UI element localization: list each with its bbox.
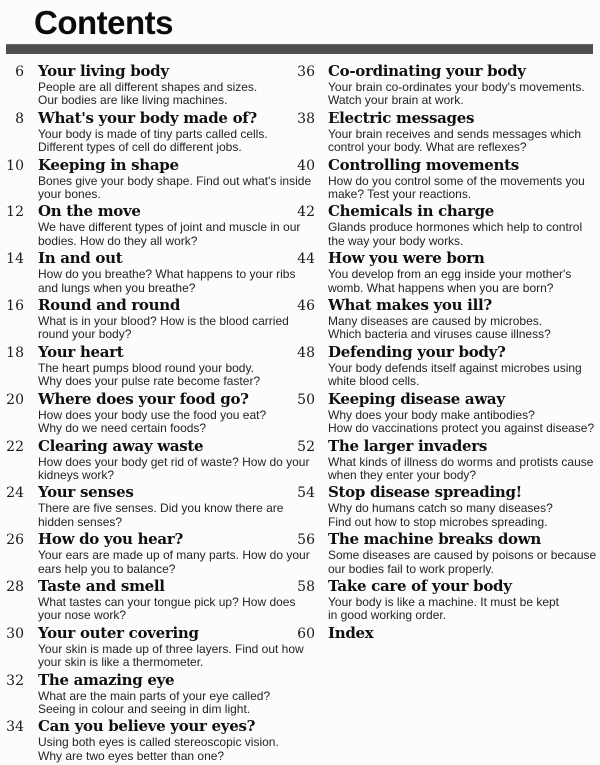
toc-description-line: white blood cells. [328, 374, 420, 389]
toc-entry-description [38, 690, 292, 717]
title-rule-divider [6, 44, 593, 54]
toc-description-line: your skin is like a thermometer. [38, 655, 204, 670]
toc-entry [292, 110, 600, 155]
toc-entry-body [38, 110, 292, 155]
toc-description-line: Why does your pulse rate become faster? [38, 374, 261, 389]
toc-entry-title: The larger invaders [328, 436, 488, 455]
toc-page-number: 18 [6, 344, 24, 361]
page-title: Contents [34, 4, 173, 41]
toc-entry-body [328, 391, 600, 436]
toc-entry-title: Your living body [38, 62, 169, 80]
toc-entry [292, 578, 600, 623]
toc-entry-body [328, 438, 600, 483]
toc-description-line: You develop from an egg inside your mother's [328, 267, 572, 282]
toc-entry-description [38, 454, 310, 483]
toc-entry-description [38, 220, 301, 248]
toc-description-line: How do you control some of the movements you [328, 173, 585, 188]
toc-page-number: 26 [6, 532, 24, 549]
toc-entry-title: Taste and smell [38, 576, 165, 595]
toc-description-line: Find out how to stop microbes spreading. [328, 514, 548, 529]
toc-entry-body [328, 625, 600, 642]
toc-entry-title: Round and round [38, 296, 181, 315]
toc-page-number: 14 [6, 251, 24, 268]
toc-description-line: kidneys work? [38, 467, 115, 482]
toc-description-line: control your body. What are reflexes? [328, 140, 527, 155]
toc-entry-title: Keeping disease away [328, 389, 505, 408]
toc-description-line: How do you breathe? What happens to your ribs [38, 267, 296, 282]
toc-entry-description [38, 736, 292, 763]
toc-page-number: 16 [6, 298, 24, 315]
toc-page-number: 8 [15, 110, 24, 127]
toc-description-line: your nose work? [38, 608, 127, 623]
toc-page-number: 58 [297, 578, 315, 595]
toc-page-number: 30 [6, 625, 24, 642]
toc-page-number: 34 [6, 719, 24, 736]
toc-entry-title: Can you believe your eyes? [38, 717, 256, 736]
toc-entry-title: Chemicals in charge [328, 202, 494, 221]
toc-description-line: The heart pumps blood round your body. [38, 360, 254, 375]
toc-entry-title: Your senses [38, 483, 134, 502]
toc-entry-title: The machine breaks down [328, 530, 541, 549]
toc-description-line: Why do humans catch so many diseases? [328, 501, 553, 516]
toc-description-line: the way your body works. [328, 233, 464, 248]
toc-entry [0, 623, 304, 670]
toc-entry-description [328, 128, 600, 155]
toc-entry-description [328, 596, 600, 623]
toc-description-line: Watch your brain at work. [328, 93, 464, 108]
toc-entry [0, 576, 296, 623]
toc-entry-title: Your outer covering [38, 623, 199, 642]
toc-entry [292, 438, 600, 483]
toc-page-number: 46 [297, 298, 315, 315]
toc-entry-body [328, 344, 600, 389]
toc-entry-title: What's your body made of? [38, 108, 257, 127]
toc-page-number: 44 [297, 251, 315, 268]
toc-entry-title: Take care of your body [328, 576, 512, 595]
toc-description-line: What are the main parts of your eye called? [38, 688, 271, 703]
toc-entry-description [328, 456, 600, 483]
toc-description-line: Bones give your body shape. Find out what's inside [38, 173, 312, 188]
toc-description-line: Which bacteria and viruses cause illness? [328, 327, 551, 342]
toc-page-number: 22 [6, 438, 24, 455]
toc-description-line: in good working order. [328, 608, 447, 623]
toc-page-number: 24 [6, 485, 24, 502]
toc-entry-body [328, 484, 600, 529]
toc-page-number: 20 [6, 391, 24, 408]
toc-entry-body [38, 391, 292, 436]
toc-entry-description [328, 549, 600, 576]
toc-description-line: How does your body get rid of waste? How do your [38, 454, 310, 469]
toc-description-line: hidden senses? [38, 514, 123, 529]
toc-description-line: Why do we need certain foods? [38, 421, 207, 436]
toc-description-line: Many diseases are caused by microbes. [328, 314, 543, 329]
toc-description-line: What tastes can your tongue pick up? How does [38, 594, 296, 609]
toc-entry-description [328, 409, 600, 436]
toc-col-right [292, 63, 600, 765]
toc-entry-description [328, 175, 600, 202]
toc-entry [0, 63, 292, 108]
toc-description-line: Your skin is made up of three layers. Find out how [38, 641, 304, 656]
toc-entry [292, 203, 600, 248]
toc-entry [292, 484, 600, 529]
toc-entry-title: Clearing away waste [38, 436, 204, 455]
toc-entry [0, 202, 301, 248]
toc-description-line: Your body defends itself against microbes using [328, 360, 582, 375]
toc-page-number: 60 [297, 625, 315, 642]
toc-page-number: 54 [297, 485, 315, 502]
toc-page-number: 42 [297, 204, 315, 221]
toc-entry-title: How you were born [328, 249, 485, 268]
toc-entry-description [328, 268, 600, 295]
toc-entry-body [328, 531, 600, 576]
toc-description-line: bodies. How do they all work? [38, 233, 198, 248]
toc-entry [292, 157, 600, 202]
toc-description-line: Why does your body make antibodies? [328, 407, 535, 422]
toc-description-line: What kinds of illness do worms and protists cause [328, 454, 594, 469]
toc-entry-title: Your heart [38, 342, 124, 361]
toc-entry [0, 344, 292, 389]
toc-page-number: 38 [297, 110, 315, 127]
toc-entry-description [38, 128, 292, 155]
toc-entry-description [38, 267, 296, 295]
toc-entry [0, 297, 292, 342]
toc-entry [292, 391, 600, 436]
toc-entry-body [38, 297, 292, 342]
toc-description-line: Different types of cell do different jobs. [38, 140, 242, 155]
toc-entry-body [38, 672, 292, 717]
toc-entry-description [38, 548, 310, 576]
toc-entry-body [328, 157, 600, 202]
toc-entry-body [328, 578, 600, 623]
toc-page-number: 40 [297, 157, 315, 174]
toc [0, 54, 600, 765]
toc-page-number: 32 [6, 672, 24, 689]
toc-entry [292, 625, 600, 643]
toc-entry-title: Where does your food go? [38, 389, 249, 408]
toc-entry [0, 484, 292, 529]
toc-page-number: 50 [297, 391, 315, 408]
toc-entry [292, 344, 600, 389]
toc-entry-body [38, 484, 292, 529]
toc-description-line: ears help you to balance? [38, 561, 176, 576]
toc-entry [0, 249, 296, 295]
toc-description-line: Glands produce hormones which help to control [328, 220, 583, 235]
toc-entry-body [38, 344, 292, 389]
toc-description-line: Your ears are made up of many parts. How do your [38, 548, 310, 563]
toc-description-line: womb. What happens when you are born? [328, 280, 554, 295]
toc-entry-title: Stop disease spreading! [328, 483, 522, 502]
toc-entry-title: Index [328, 623, 374, 642]
toc-entry [0, 110, 292, 155]
toc-description-line: Using both eyes is called stereoscopic vision. [38, 735, 279, 750]
toc-entry-description [328, 221, 600, 248]
toc-description-line: our bodies fail to work properly. [328, 561, 494, 576]
toc-entry-body [328, 110, 600, 155]
toc-entry-title: Controlling movements [328, 155, 519, 174]
toc-description-line: Seeing in colour and seeing in dim light. [38, 701, 251, 716]
toc-entry-title: How do you hear? [38, 530, 183, 549]
toc-description-line: your bones. [38, 187, 101, 202]
toc-entry-description [328, 502, 600, 529]
toc-entry [292, 250, 600, 295]
toc-entry-title: Keeping in shape [38, 155, 179, 174]
toc-entry-description [38, 362, 292, 389]
toc-entry-body [38, 718, 292, 763]
toc-entry-description [328, 81, 600, 108]
toc-entry-description [38, 315, 292, 342]
toc-description-line: People are all different shapes and sizes. [38, 80, 258, 94]
toc-entry-title: Co-ordinating your body [328, 62, 526, 80]
toc-entry-title: Electric messages [328, 108, 475, 127]
toc-description-line: Your body is made of tiny parts called cells. [38, 126, 268, 141]
toc-description-line: Your brain co-ordinates your body's movements. [328, 80, 585, 94]
toc-entry [0, 718, 292, 763]
toc-entry-body [38, 249, 296, 295]
toc-entry-title: What makes you ill? [328, 296, 492, 315]
toc-description-line: make? Test your reactions. [328, 187, 472, 202]
toc-entry-description [38, 641, 304, 670]
toc-description-line: How does your body use the food you eat? [38, 407, 267, 422]
toc-description-line: What is in your blood? How is the blood carried [38, 314, 289, 329]
toc-entry-description [328, 315, 600, 342]
toc-description-line: Our bodies are like living machines. [38, 93, 228, 108]
toc-description-line: Your body is like a machine. It must be kept [328, 594, 560, 609]
toc-page-number: 10 [6, 157, 24, 174]
toc-entry-description [38, 173, 312, 202]
toc-description-line: Some diseases are caused by poisons or because [328, 548, 597, 563]
toc-page-number: 52 [297, 438, 315, 455]
toc-description-line: when they enter your body? [328, 467, 477, 482]
toc-page-number: 36 [297, 64, 315, 80]
toc-entry-description [38, 594, 296, 623]
toc-entry-description [328, 362, 600, 389]
toc-entry-body [328, 297, 600, 342]
toc-entry-body [38, 623, 304, 670]
toc-entry-title: The amazing eye [38, 670, 175, 689]
toc-description-line: How do vaccinations protect you against disease? [328, 421, 595, 436]
toc-entry-title: Defending your body? [328, 342, 506, 361]
toc-description-line: and lungs when you breathe? [38, 280, 196, 295]
toc-entry-description [38, 502, 292, 529]
toc-entry-body [38, 202, 301, 248]
toc-page-number: 6 [15, 64, 24, 80]
toc-entry [292, 63, 600, 108]
toc-entry-title: In and out [38, 249, 123, 268]
toc-entry-body [328, 63, 600, 108]
toc-entry-title: On the move [38, 202, 141, 221]
toc-description-line: Why are two eyes better than one? [38, 748, 225, 763]
toc-entry [292, 297, 600, 342]
toc-description-line: There are five senses. Did you know there are [38, 501, 284, 516]
toc-page-number: 12 [6, 204, 24, 221]
toc-entry-description [38, 81, 292, 108]
toc-entry-body [328, 203, 600, 248]
toc-entry [0, 391, 292, 436]
toc-entry [0, 672, 292, 717]
toc-description-line: Your brain receives and sends messages which [328, 126, 582, 141]
toc-entry-body [328, 250, 600, 295]
toc-entry-description [38, 409, 292, 436]
toc-description-line: round your body? [38, 327, 132, 342]
toc-page-number: 28 [6, 578, 24, 595]
toc-page-number: 48 [297, 344, 315, 361]
toc-entry-body [38, 576, 296, 623]
toc-entry [292, 531, 600, 576]
toc-entry-body [38, 63, 292, 108]
toc-description-line: We have different types of joint and muscle in our [38, 220, 301, 235]
toc-page-number: 56 [297, 532, 315, 549]
